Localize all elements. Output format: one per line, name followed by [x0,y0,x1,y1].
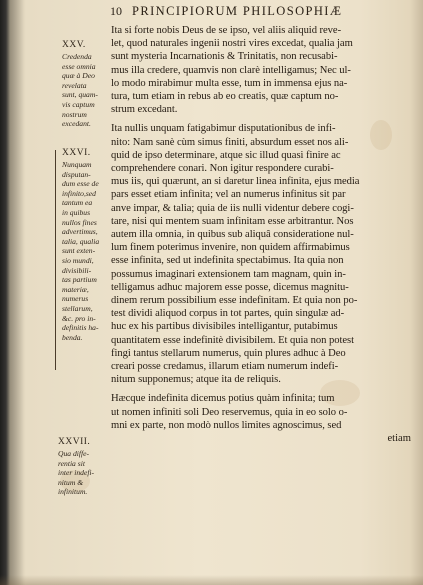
catchword: etiam [387,433,411,445]
margin-note-line: infinitum. [58,487,88,497]
margin-note-line: quæ à Deo [62,71,95,81]
text-line: lo modo mirabimur multa esse, tum in immensa ejus na- [111,77,348,89]
text-line: possumus imaginari extensionem tam magnam, quin in- [111,268,346,280]
margin-note-line: tas partium [62,275,97,285]
text-line: mus iis, qui quærunt, an si daretur linea infinita, ejus media [111,176,360,188]
article-number: XXVII. [58,437,91,447]
margin-note-line: in quibus [62,207,91,217]
text-line: autem illa omnia, in quibus sub aliquâ consideratione nul- [111,229,354,241]
text-line: sunt mysteria Incarnationis & Trinitatis, non recusabi- [111,51,338,63]
text-line: quantitatem esse indefinitè divisibilem. Et quia non potest [111,334,355,346]
main-text-column [111,24,411,445]
margin-note-line: rentia sit [58,458,85,468]
margin-note-line: infinito,sed [62,188,96,198]
margin-note-line: excedant. [62,119,91,129]
margin-note-line: inter indefi- [58,468,95,478]
margin-note-line: dum esse de [62,179,99,189]
text-line: mus illa credere, quamvis non clarè intelligamus; Nec ul- [111,64,351,76]
text-line: telligamus adhuc majorem esse posse, dicemus magnitu- [111,281,349,293]
text-line: tare, nisi qui mentem suam infinitam esse arbitrantur. Nos [111,215,354,227]
text-line: test dividi aliquod corpus in tot partes, quin singulæ ad- [111,308,345,320]
text-line: nito: Nam sanè cùm simus finiti, absurdum esset nos ali- [111,136,349,148]
margin-note-line: nostrum [62,109,87,119]
margin-note-line: materiæ, [62,284,89,294]
paragraph-xxvi [111,122,411,386]
margin-note-line: advertimus, [62,227,98,237]
text-line: comprehendere conari. Non igitur respondere curabi- [111,163,334,175]
article-number: XXVI. [62,148,91,158]
margin-note-xxv [62,40,98,129]
article-number: XXV. [62,40,86,50]
text-line: lum finem poterimus invenire, non quidem affirmabimus [111,242,350,254]
running-title: PRINCIPIORUM PHILOSOPHIÆ [132,4,343,18]
page-number: 10 [110,4,122,18]
margin-note-line: &c. pro in- [62,313,96,323]
margin-note-line: Nunquam [62,160,92,169]
gutter-shadow [0,0,24,585]
text-line: esse infinita, sed ut indefinita spectabimus. Ita quia non [111,255,344,267]
margin-note-line: sio mundi, [62,255,94,265]
margin-note-line: tantum ea [62,198,93,208]
margin-note-line: Credenda [62,52,92,61]
text-line: fingi tantus stellarum numerus, quin plures adhuc à Deo [111,347,346,359]
margin-note-line: definitis ha- [62,323,99,333]
margin-note-line: nitum & [58,477,84,487]
text-line: nitum supponemus; atque ita de reliquis. [111,374,281,386]
margin-bracket [55,150,59,370]
text-line: tura, tum etiam in rebus ab eo creatis, quæ captum no- [111,91,339,103]
margin-note-line: Qua diffe- [58,449,90,458]
margin-note-line: talia, qualia [62,236,100,246]
margin-note-line: vis captum [62,99,95,109]
margin-note-xxvi [62,148,99,342]
margin-note-xxvii [58,437,94,497]
margin-note-line: benda. [62,332,83,342]
text-line: Ita nullis unquam fatigabimur disputationibus de infi- [111,123,336,135]
margin-note-line: sunt, quam- [62,90,98,100]
text-line: anve impar, & talia; quia de iis nulli videntur debere cogi- [111,202,354,214]
text-line: let, quod naturales ingenii nostri vires excedat, qualia jam [111,38,353,50]
text-line: Hæcque indefinita dicemus potius quàm infinita; tum [111,393,335,405]
margin-note-line: sunt exten- [62,246,96,256]
margin-note-line: divisibili- [62,265,92,275]
text-line: Ita si forte nobis Deus de se ipso, vel aliis aliquid reve- [111,25,342,36]
text-line: pars esset etiam infinita; vel an numerus infinitus sit par [111,189,346,201]
text-line: huc ex his partibus divisibiles intelligantur, putabimus [111,321,338,333]
margin-note-line: esse omnia [62,61,96,71]
page-header [110,4,410,22]
text-line: quid de ipso determinare, atque sic illud quasi finire ac [111,149,341,161]
margin-note-line: revelata [62,80,87,90]
text-line: strum excedant. [111,104,178,116]
paragraph-xxvii [111,392,411,432]
text-line: creari posse credamus, illarum etiam numerum indefi- [111,361,339,373]
text-line: dinem rerum possibilium esse indefinitam. Et quia non po- [111,295,358,307]
paragraph-xxv [111,24,411,116]
margin-note-line: disputan- [62,169,91,179]
margin-note-line: numerus [62,294,89,304]
margin-note-line: nullos fines [62,217,97,227]
margin-note-line: stellarum, [62,303,93,313]
page-bottom-edge [0,575,423,585]
text-line: mni ex parte, non modò nullos limites agnoscimus, sed [111,419,342,431]
text-line: ut nomen infiniti soli Deo reservemus, quia in eo solo o- [111,406,348,418]
